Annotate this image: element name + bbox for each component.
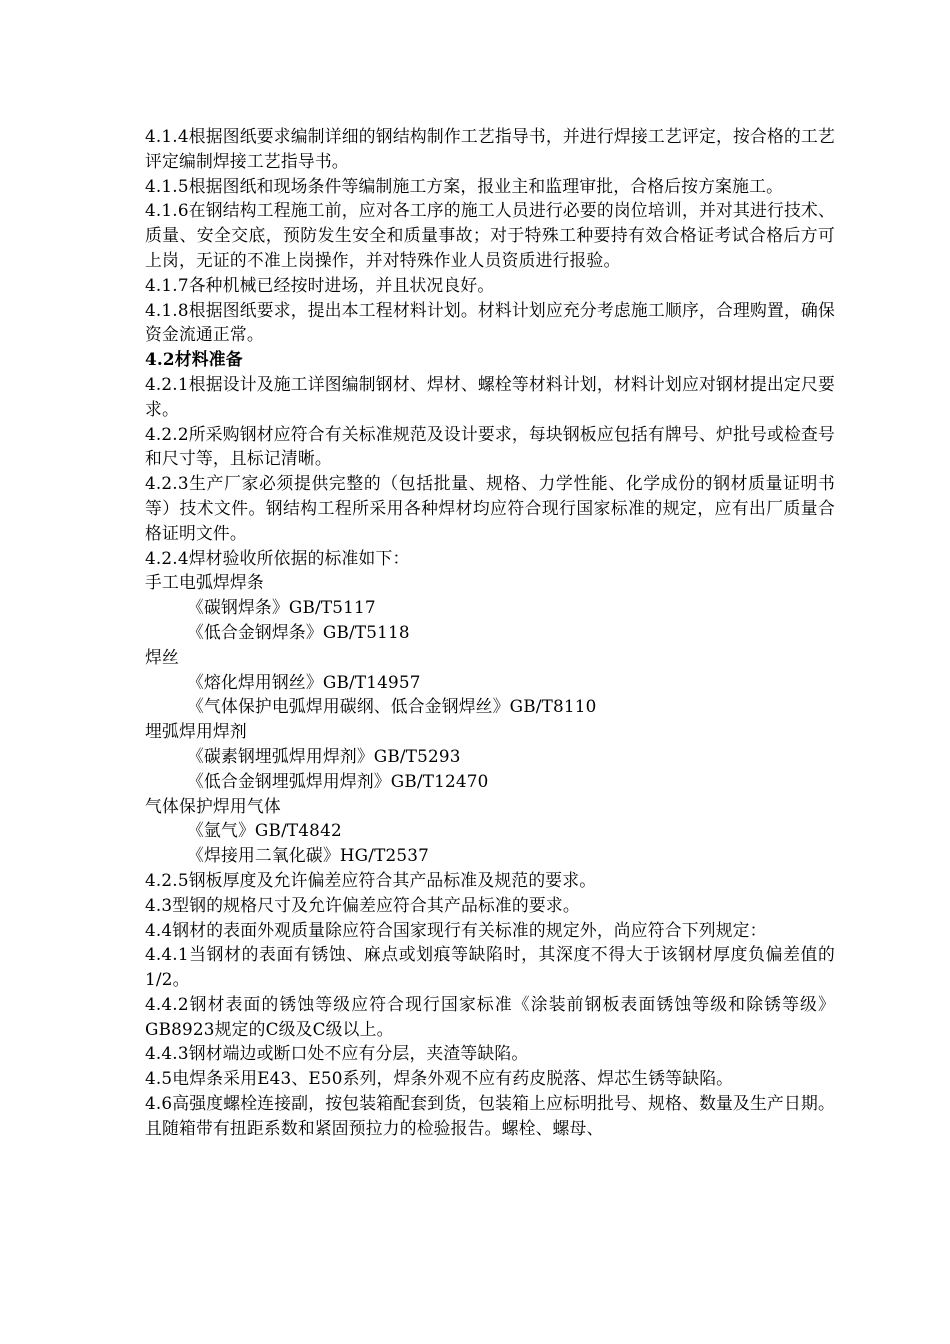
para-4-3: 4.3型钢的规格尺寸及允许偏差应符合其产品标准的要求。 (145, 894, 580, 915)
para-4-6: 4.6高强度螺栓连接副，按包装箱配套到货，包装箱上应标明批号、规格、数量及生产日期。且随箱带有扭距系数和紧固预拉力的检验报告。螺栓、螺母、 (145, 1093, 835, 1138)
standard-gb-t5117: 《碳钢焊条》GB/T5117 (187, 597, 376, 618)
para-4-5: 4.5电焊条采用E43、E50系列，焊条外观不应有药皮脱落、焊芯生锈等缺陷。 (145, 1068, 734, 1089)
category-submerged-arc-flux: 埋弧焊用焊剂 (145, 721, 247, 742)
para-4-4-1: 4.4.1当钢材的表面有锈蚀、麻点或划痕等缺陷时，其深度不得大于该钢材厚度负偏差值的1/2。 (145, 944, 835, 990)
para-4-1-8: 4.1.8根据图纸要求，提出本工程材料计划。材料计划应充分考虑施工顺序，合理购置，确保资金流通正常。 (145, 299, 835, 345)
para-4-4-3: 4.4.3钢材端边或断口处不应有分层，夹渣等缺陷。 (145, 1043, 529, 1064)
standard-gb-t14957: 《熔化焊用钢丝》GB/T14957 (187, 671, 421, 692)
para-4-2-4: 4.2.4焊材验收所依据的标准如下： (145, 547, 410, 568)
para-4-1-4: 4.1.4根据图纸要求编制详细的钢结构制作工艺指导书，并进行焊接工艺评定，按合格的工艺评定编制焊接工艺指导书。 (145, 126, 835, 171)
para-4-2-2: 4.2.2所采购钢材应符合有关标准规范及设计要求，每块钢板应包括有牌号、炉批号或检查号和尺寸等，且标记清晰。 (145, 423, 835, 469)
category-welding-wire: 焊丝 (145, 646, 179, 667)
standard-gb-t12470: 《低合金钢埋弧焊用焊剂》GB/T12470 (187, 770, 489, 791)
standard-gb-t5293: 《碳素钢埋弧焊用焊剂》GB/T5293 (187, 745, 461, 766)
para-4-1-6: 4.1.6在钢结构工程施工前，应对各工序的施工人员进行必要的岗位培训，并对其进行技术、质量、安全交底，预防发生安全和质量事故；对于特殊工种要持有效合格证考试合格后方可上岗，无证的不准上岗操作，并对特殊作业人员资质进行报验。 (145, 200, 835, 270)
document-body (145, 124, 835, 1141)
para-4-4-2: 4.4.2钢材表面的锈蚀等级应符合现行国家标准《涂装前钢板表面锈蚀等级和除锈等级》GB8923规定的C级及C级以上。 (145, 993, 835, 1039)
para-4-2-3: 4.2.3生产厂家必须提供完整的（包括批量、规格、力学性能、化学成份的钢材质量证明书等）技术文件。钢结构工程所采用各种焊材均应符合现行国家标准的规定，应有出厂质量合格证明文件。 (145, 473, 835, 543)
standard-gb-t4842: 《氩气》GB/T4842 (187, 820, 342, 841)
heading-4-2: 4.2材料准备 (145, 349, 243, 370)
standard-gb-t5118: 《低合金钢焊条》GB/T5118 (187, 621, 410, 642)
standard-hg-t2537: 《焊接用二氧化碳》HG/T2537 (187, 845, 430, 866)
standard-gb-t8110: 《气体保护电弧焊用碳纲、低合金钢焊丝》GB/T8110 (187, 696, 597, 717)
para-4-1-7: 4.1.7各种机械已经按时进场，并且状况良好。 (145, 274, 495, 295)
para-4-4: 4.4钢材的表面外观质量除应符合国家现行有关标准的规定外，尚应符合下列规定： (145, 919, 767, 940)
category-manual-arc-electrode: 手工电弧焊焊条 (145, 572, 264, 593)
para-4-1-5: 4.1.5根据图纸和现场条件等编制施工方案，报业主和监理审批，合格后按方案施工。 (145, 175, 784, 196)
para-4-2-1: 4.2.1根据设计及施工详图编制钢材、焊材、螺栓等材料计划，材料计划应对钢材提出定尺要求。 (145, 373, 835, 419)
para-4-2-5: 4.2.5钢板厚度及允许偏差应符合其产品标准及规范的要求。 (145, 869, 597, 890)
category-shielding-gas: 气体保护焊用气体 (145, 795, 281, 816)
